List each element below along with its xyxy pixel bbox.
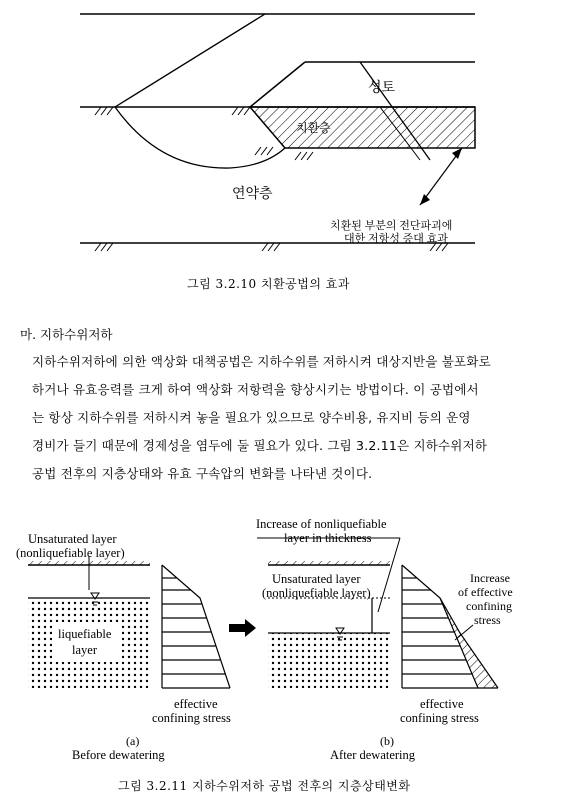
b-panel-label: (b) xyxy=(380,734,394,748)
transition-arrow xyxy=(229,619,256,637)
figure-caption-2: 그림 3.2.11 지하수위저하 공법 전후의 지층상태변화 xyxy=(118,779,411,793)
a-liquefiable-label-1: liquefiable xyxy=(58,627,112,641)
stress-diagram-a xyxy=(162,565,230,688)
paragraph-line: 하거나 유효응력를 크게 하여 액상화 저항력을 향상시키는 방법이다. 이 공법에서 xyxy=(32,382,479,397)
a-unsat-label-1: Unsaturated layer xyxy=(28,532,117,546)
section-heading: 마. 지하수위저하 xyxy=(20,327,113,342)
b-unsat-label-2: (nonliquefiable layer) xyxy=(262,586,371,600)
paragraph-line: 공법 전후의 지층상태와 유효 구속압의 변화를 나타낸 것이다. xyxy=(32,466,373,481)
b-inc-eff-2: of effective xyxy=(458,585,513,599)
b-inc-eff-3: confining xyxy=(466,599,512,613)
a-liquefiable-label-2: layer xyxy=(72,643,97,657)
b-increase-label-2: layer in thickness xyxy=(284,531,372,545)
b-increase-label-1: Increase of nonliquefiable xyxy=(256,517,387,531)
label-embankment: 성토 xyxy=(368,81,396,96)
annotation-text-1: 치환된 부분의 전단파괴에 xyxy=(330,220,453,232)
b-state-label: After dewatering xyxy=(330,748,416,762)
b-effective-label-2: confining stress xyxy=(400,711,479,725)
a-unsat-label-2: (nonliquefiable layer) xyxy=(16,546,125,560)
a-state-label: Before dewatering xyxy=(72,748,165,762)
label-soft-layer: 연약층 xyxy=(232,187,273,202)
paragraph-line: 는 항상 지하수위를 저하시켜 놓을 필요가 있으므로 양수비용, 유지비 등의 운영 xyxy=(32,410,471,425)
paragraph-line: 경비가 들기 때문에 경제성을 염두에 둘 필요가 있다. 그림 3.2.11은 지하수위저하 xyxy=(32,438,488,453)
b-inc-eff-1: Increase xyxy=(470,571,510,585)
b-unsat-label-1: Unsaturated layer xyxy=(272,572,361,586)
a-panel-label: (a) xyxy=(126,734,140,748)
label-replacement: 치환층 xyxy=(296,121,331,135)
paragraph-line: 지하수위저하에 의한 액상화 대책공법은 지하수위를 저하시켜 대상지반을 불포화로 xyxy=(32,354,491,369)
a-effective-label-2: confining stress xyxy=(152,711,231,725)
b-effective-label-1: effective xyxy=(420,697,464,711)
figure-caption-1: 그림 3.2.10 치환공법의 효과 xyxy=(187,277,350,291)
a-effective-label-1: effective xyxy=(174,697,218,711)
b-inc-eff-4: stress xyxy=(474,613,501,627)
annotation-text-2: 대한 저항성 증대 효과 xyxy=(344,233,448,245)
